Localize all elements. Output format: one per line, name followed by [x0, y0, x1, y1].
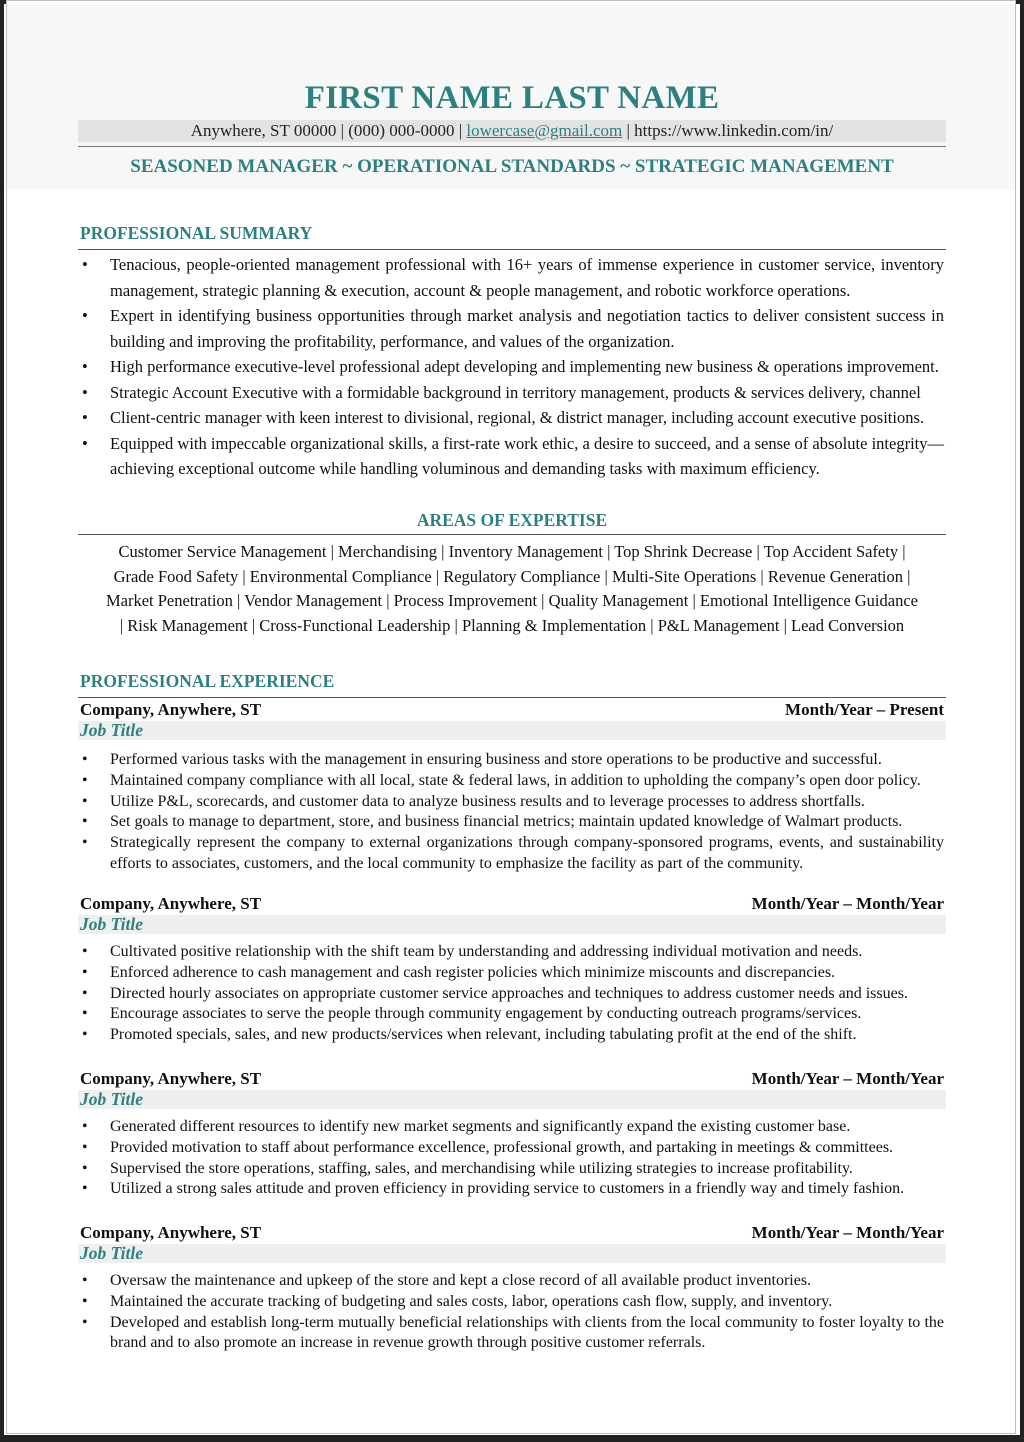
summary-divider [78, 249, 946, 250]
summary-item: • Equipped with impeccable organizational skills, a first-rate work ethic, a desire to succeed, and a sense of absolute integrity—achieving exceptional outcome while handling voluminous and demanding tasks with maximum efficiency. [80, 431, 944, 482]
contact-line [78, 120, 946, 142]
job-dates: Month/Year – Month/Year [751, 1069, 944, 1088]
job-title: Job Title [80, 1243, 144, 1263]
job-title: Job Title [80, 1089, 144, 1109]
job-title: Job Title [80, 914, 144, 934]
job-duties [80, 750, 944, 875]
job-duties [80, 1271, 944, 1354]
job-company: Company, Anywhere, ST [80, 894, 262, 913]
job-dates: Month/Year – Present [785, 700, 944, 719]
job-duties [80, 1117, 944, 1200]
job-duty: • Set goals to manage to department, store, and business financial metrics; maintain updated knowledge of Walmart products. [80, 812, 944, 833]
job-title-band [78, 721, 946, 740]
job-duty: • Provided motivation to staff about performance excellence, professional growth, and partaking in meetings & committees. [80, 1138, 944, 1159]
expertise-line: Market Penetration | Vendor Management | Process Improvement | Quality Management | Emotional Intelligence Guidance [105, 591, 918, 611]
summary-item: • Expert in identifying business opportunities through market analysis and negotiation tactics to deliver consistent success in building and improving the profitability, performance, and values of the organization. [80, 303, 944, 354]
job-duty: • Maintained company compliance with all local, state & federal laws, in addition to upholding the company’s open door policy. [80, 771, 944, 792]
job-title-band [78, 1244, 946, 1263]
job-company: Company, Anywhere, ST [80, 1223, 262, 1242]
job-header [80, 1069, 944, 1091]
summary-item: • Client-centric manager with keen interest to divisional, regional, & district manager, including account executive positions. [80, 405, 944, 431]
job-duty: • Directed hourly associates on appropriate customer service approaches and techniques to address customer needs and issues. [80, 984, 944, 1005]
job-header [80, 894, 944, 916]
job-duty: • Supervised the store operations, staffing, sales, and merchandising while utilizing strategies to increase profitability. [80, 1159, 944, 1180]
expertise-line: Grade Food Safety | Environmental Compliance | Regulatory Compliance | Multi-Site Operations | Revenue Generation | [113, 566, 911, 586]
job-company: Company, Anywhere, ST [80, 700, 262, 719]
job-duty: • Enforced adherence to cash management and cash register policies which minimize miscounts and discrepancies. [80, 963, 944, 984]
job-duty: • Strategically represent the company to external organizations through company-sponsored programs, events, and sustainability efforts to associates, customers, and the local community to emphasize the facility as part of the community. [80, 833, 944, 875]
candidate-name: FIRST NAME LAST NAME [304, 80, 720, 116]
job-title: Job Title [80, 720, 144, 740]
job-duty: • Promoted specials, sales, and new products/services when relevant, including tabulating profit at the end of the shift. [80, 1025, 944, 1046]
job-duty: • Generated different resources to identify new market segments and significantly expand the existing customer base. [80, 1117, 944, 1138]
job-duty: • Maintained the accurate tracking of budgeting and sales costs, labor, operations cash flow, supply, and inventory. [80, 1292, 944, 1313]
expertise-heading: AREAS OF EXPERTISE [416, 510, 608, 530]
email-link[interactable]: lowercase@gmail.com [466, 121, 623, 140]
expertise-line: Customer Service Management | Merchandising | Inventory Management | Top Shrink Decrease | Top Accident Safety | [118, 542, 906, 561]
job-duty: • Oversaw the maintenance and upkeep of the store and kept a close record of all available product inventories. [80, 1271, 944, 1292]
expertise-list [78, 540, 946, 638]
job-header [80, 1223, 944, 1245]
job-duties [80, 942, 944, 1046]
summary-item: • Tenacious, people-oriented management professional with 16+ years of immense experience in customer service, inventory management, strategic planning & execution, account & people management, and robotic workforce operations. [80, 252, 944, 303]
job-title-band [78, 915, 946, 934]
expertise-divider [78, 534, 946, 535]
job-header [80, 700, 944, 722]
summary-item: • Strategic Account Executive with a formidable background in territory management, products & services delivery, channel [80, 380, 944, 406]
headline-tagline: SEASONED MANAGER ~ OPERATIONAL STANDARDS ~ STRATEGIC MANAGEMENT [130, 156, 894, 177]
job-duty: • Developed and establish long-term mutually beneficial relationships with clients from the local community to foster loyalty to the brand and to also promote an increase in revenue growth through positive customer referrals. [80, 1313, 944, 1355]
job-dates: Month/Year – Month/Year [751, 894, 944, 913]
job-duty: • Utilized a strong sales attitude and proven efficiency in providing service to customers in a friendly way and timely fashion. [80, 1179, 944, 1200]
summary-item: • High performance executive-level professional adept developing and implementing new business & operations improvement. [80, 354, 944, 380]
job-duty: • Utilize P&L, scorecards, and customer data to analyze business results and to leverage processes to address shortfalls. [80, 792, 944, 813]
job-duty: • Cultivated positive relationship with the shift team by understanding and addressing individual motivation and needs. [80, 942, 944, 963]
experience-heading: PROFESSIONAL EXPERIENCE [80, 671, 335, 691]
job-company: Company, Anywhere, ST [80, 1069, 262, 1088]
job-dates: Month/Year – Month/Year [751, 1223, 944, 1242]
experience-divider [78, 697, 946, 698]
expertise-line: | Risk Management | Cross-Functional Leadership | Planning & Implementation | P&L Management | Lead Conversion [119, 615, 905, 635]
contact-prefix: Anywhere, ST 00000 | (000) 000-0000 | [190, 121, 467, 140]
summary-list [80, 252, 944, 482]
job-duty: • Encourage associates to serve the people through community engagement by conducting outreach programs/services. [80, 1004, 944, 1025]
contact-divider [78, 146, 946, 147]
summary-heading: PROFESSIONAL SUMMARY [80, 223, 313, 243]
job-duty: • Performed various tasks with the management in ensuring business and store operations to be productive and successful. [80, 750, 944, 771]
contact-suffix: | https://www.linkedin.com/in/ [622, 121, 834, 140]
job-title-band [78, 1090, 946, 1109]
